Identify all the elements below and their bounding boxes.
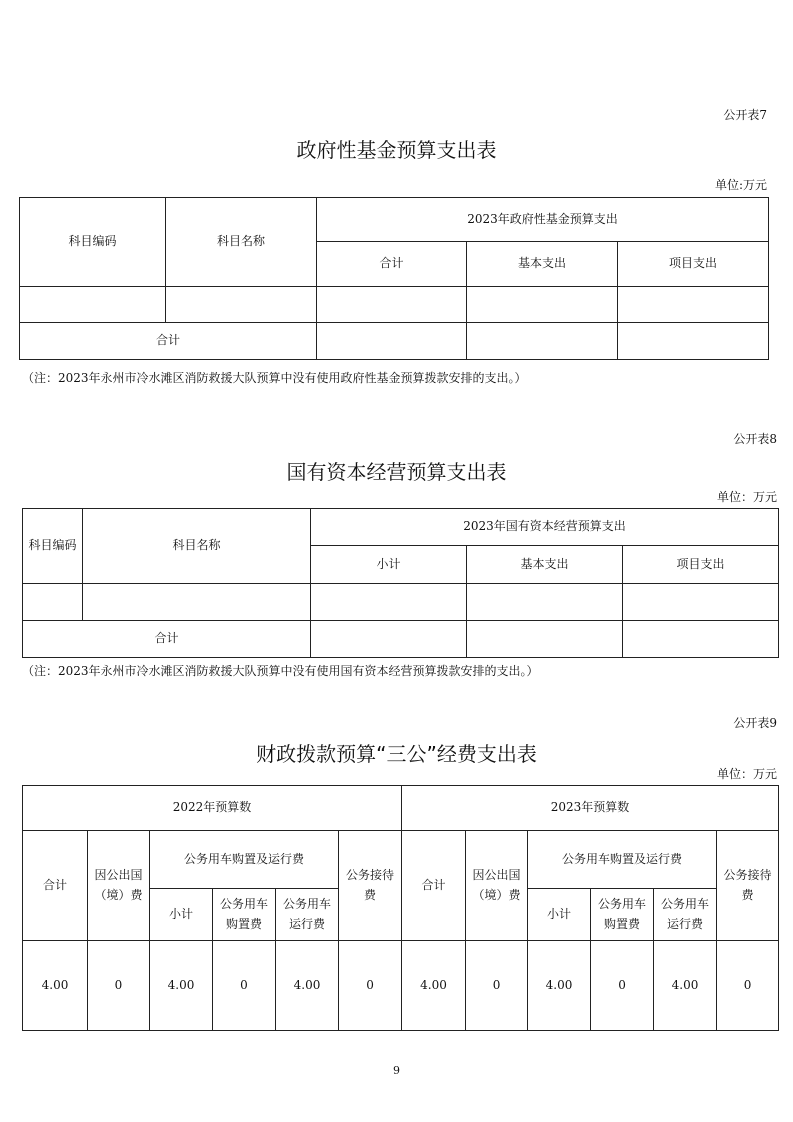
header-group: 2023年政府性基金预算支出 [317,198,769,242]
header-operation: 公务用车运行费 [276,889,339,941]
header-project: 项目支出 [623,546,779,584]
header-abroad: 因公出国（境）费 [466,831,528,941]
header-basic: 基本支出 [467,242,618,287]
table7-tag: 公开表7 [723,108,767,122]
total-label: 合计 [23,621,311,658]
table7-title: 政府性基金预算支出表 [296,138,497,162]
table9 [22,785,779,1031]
page-number: 9 [393,1064,400,1077]
header-purchase: 公务用车购置费 [591,889,654,941]
header-reception: 公务接待费 [339,831,402,941]
value-cell: 0 [717,941,779,1031]
header-basic: 基本支出 [467,546,623,584]
header-group: 2023年国有资本经营预算支出 [311,509,779,546]
header-car: 公务用车购置及运行费 [150,831,339,889]
header-car: 公务用车购置及运行费 [528,831,717,889]
header-operation: 公务用车运行费 [654,889,717,941]
value-cell: 4.00 [528,941,591,1031]
table8-unit: 单位：万元 [716,490,777,504]
header-total: 合计 [23,831,88,941]
table-row [20,287,769,323]
header-purchase: 公务用车购置费 [213,889,276,941]
table8-title: 国有资本经营预算支出表 [286,460,507,484]
header-name: 科目名称 [166,198,317,287]
value-cell: 4.00 [276,941,339,1031]
total-row [20,323,769,360]
table9-title: 财政拨款预算“三公”经费支出表 [256,742,537,766]
header-code: 科目编码 [23,509,83,584]
table-row [23,584,779,621]
group-2023: 2023年预算数 [402,786,779,831]
table-row [23,941,779,1031]
table7-note: （注：2023年永州市冷水滩区消防救援大队预算中没有使用政府性基金预算拨款安排的支出。） [22,371,527,385]
value-cell: 0 [591,941,654,1031]
table8 [22,508,779,658]
table7-unit: 单位:万元 [714,178,767,192]
table8-note: （注：2023年永州市冷水滩区消防救援大队预算中没有使用国有资本经营预算拨款安排的支出。） [22,664,539,678]
header-subtotal: 小计 [150,889,213,941]
table7 [19,197,769,360]
value-cell: 0 [88,941,150,1031]
value-cell: 0 [213,941,276,1031]
header-reception: 公务接待费 [717,831,779,941]
header-name: 科目名称 [83,509,311,584]
value-cell: 4.00 [402,941,466,1031]
value-cell: 0 [339,941,402,1031]
header-subtotal: 小计 [528,889,591,941]
table8-tag: 公开表8 [733,432,777,446]
value-cell: 0 [466,941,528,1031]
table9-unit: 单位：万元 [716,767,777,781]
value-cell: 4.00 [23,941,88,1031]
total-label: 合计 [20,323,317,360]
header-abroad: 因公出国（境）费 [88,831,150,941]
header-total: 合计 [317,242,467,287]
header-code: 科目编码 [20,198,166,287]
table9-tag: 公开表9 [733,716,777,730]
header-subtotal: 小计 [311,546,467,584]
group-2022: 2022年预算数 [23,786,402,831]
header-total: 合计 [402,831,466,941]
value-cell: 4.00 [654,941,717,1031]
header-project: 项目支出 [618,242,769,287]
value-cell: 4.00 [150,941,213,1031]
total-row [23,621,779,658]
